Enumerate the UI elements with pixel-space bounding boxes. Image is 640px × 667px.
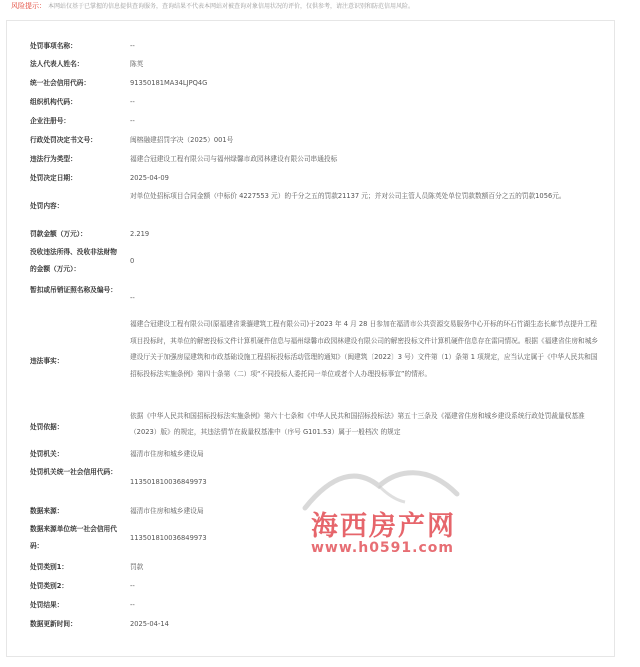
field-label: 处罚机关： [30, 450, 64, 458]
field-label: 违法事实： [30, 357, 64, 365]
risk-notice-label: 风险提示： [11, 2, 46, 10]
field-value: 福建合冠建设工程有限公司(原福建省秉骧建筑工程有限公司)于2023 年 4 月 28 日参加在福清市公共资源交易服务中心开标的环石竹湖生态长廊节点提升工程项目投标时，其单位的解密投标文件计算机硬件信息与福州绿馨市政园林建设有限公司的解密投标文件计算机硬件信息存在雷同情况。根据《福建省住房和城乡建设厅关于加强房屋建筑和市政基础设施工程招标投标活动管理的通知》（闽建筑〔2022〕3 号）文件第（1）条第 1 项规定，应当认定属于《中华人民共和国招标投标法实施条例》第四十条第（二）项“不同投标人委托同一单位或者个人办理投标事宜”的情形。 [130, 320, 599, 378]
field-value: 113501810036849973 [130, 534, 207, 542]
field-value: 2025-04-14 [130, 620, 169, 628]
field-value: -- [130, 582, 135, 590]
field-label: 没收违法所得、没收非法财物的金额（万元）： [30, 248, 117, 273]
field-label: 统一社会信用代码： [30, 79, 91, 87]
field-label: 处罚结果： [30, 601, 64, 609]
field-value: 对单位处招标项目合同金额（中标价 4227553 元）的千分之五的罚款21137 元；并对公司主管人员陈英处单位罚款数额百分之五的罚款1056元。 [130, 192, 566, 200]
field-value: -- [130, 117, 135, 125]
field-value: 福建合冠建设工程有限公司与福州绿馨市政园林建设有限公司串通投标 [130, 155, 338, 163]
field-value: -- [130, 601, 135, 609]
field-label: 处罚类别1： [30, 563, 69, 571]
field-label: 罚款金额（万元）： [30, 230, 87, 238]
watermark-text: 海西房产网 [311, 511, 456, 542]
field-label: 数据更新时间： [30, 620, 77, 628]
field-label: 处罚依据： [30, 423, 64, 431]
field-label: 处罚内容： [30, 202, 64, 210]
risk-notice-text: 本网站仅基于已掌握的信息提供查询服务，查询结果不代表本网站对被查询对象信用状况的评价，仅供参考，请注意识别和防范信用风险。 [48, 3, 415, 10]
field-value: 福清市住房和城乡建设局 [130, 450, 204, 458]
field-label: 组织机构代码： [30, 98, 77, 106]
field-value: 2025-04-09 [130, 174, 169, 182]
field-value: -- [130, 42, 135, 50]
field-label: 企业注册号： [30, 117, 71, 125]
field-label: 行政处罚决定书文号： [30, 136, 97, 144]
watermark [287, 464, 467, 556]
field-label: 数据来源： [30, 507, 64, 515]
field-label: 暂扣或吊销证照名称及编号： [30, 286, 117, 294]
field-label: 处罚类别2： [30, 582, 69, 590]
field-label: 违法行为类型： [30, 155, 77, 163]
field-value: 91350181MA34LJPQ4G [130, 79, 208, 87]
field-value: -- [130, 294, 135, 302]
field-label: 处罚决定日期： [30, 174, 77, 182]
penalty-detail-panel [6, 20, 615, 657]
field-value: 闽榕融建招罚字决（2025）001号 [130, 136, 234, 144]
field-value: 依据《中华人民共和国招标投标法实施条例》第六十七条和《中华人民共和国招标投标法》第五十三条及《福建省住房和城乡建设系统行政处罚裁量权基准（2023）版》的规定，其违法情节在裁量权基准中（序号 G101.53）属于一般档次 的规定 [130, 412, 585, 436]
field-value: 陈英 [130, 60, 144, 68]
watermark-url: www.h0591.com [311, 540, 454, 556]
field-label: 数据来源单位统一社会信用代码： [30, 525, 117, 550]
field-value: 11350181003684997​3 [130, 478, 207, 486]
field-value: 罚款 [130, 563, 144, 571]
field-value: -- [130, 98, 135, 106]
field-label: 处罚事项名称： [30, 42, 77, 50]
risk-notice [0, 0, 640, 12]
field-label: 法人代表人姓名： [30, 60, 84, 68]
field-value: 福清市住房和城乡建设局 [130, 507, 204, 515]
field-value: 0 [130, 257, 135, 265]
field-label: 处罚机关统一社会信用代码： [30, 468, 117, 476]
field-value: 2.219 [130, 230, 150, 238]
